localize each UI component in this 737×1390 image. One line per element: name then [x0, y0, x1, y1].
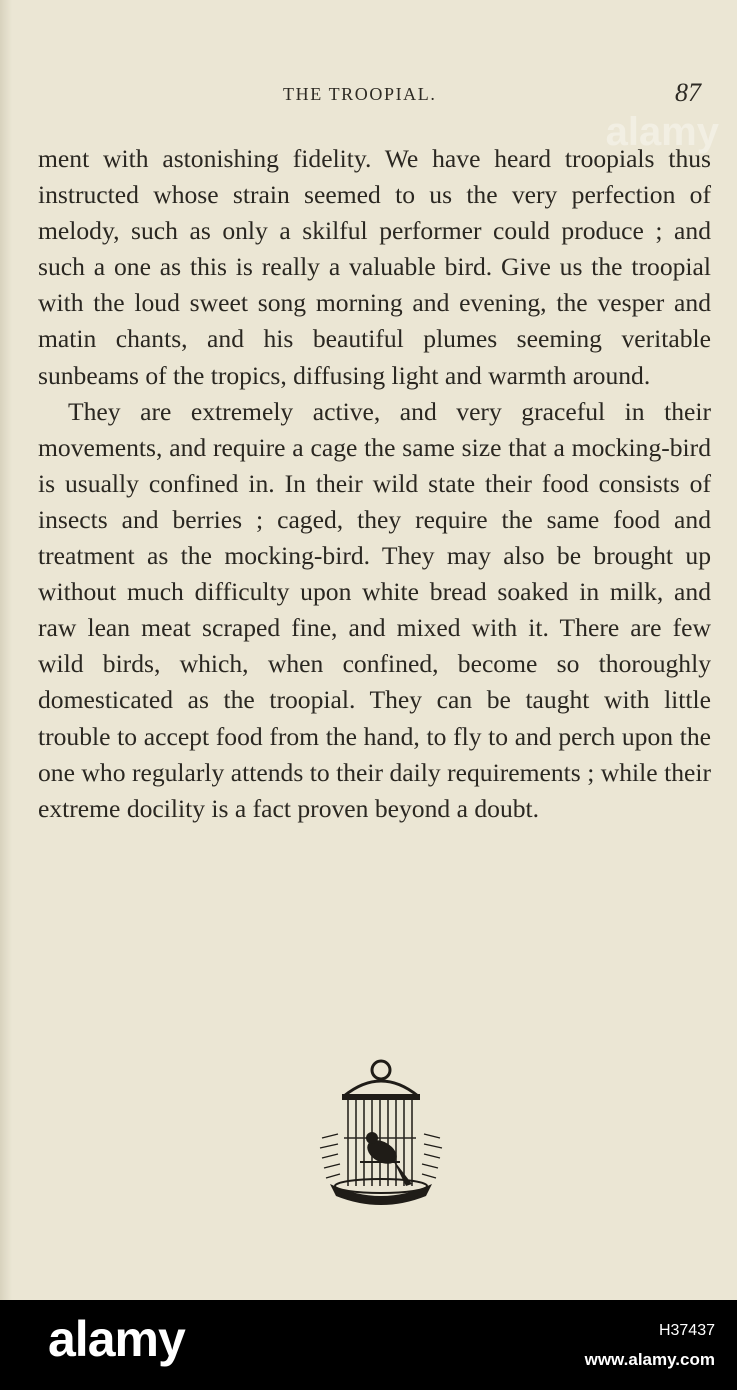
- running-title: THE TROOPIAL.: [283, 84, 437, 104]
- watermark-ghost-logo: alamy: [605, 110, 719, 154]
- paragraph: They are extremely active, and very graceful in their movements, and require a cage the same size that a mocking-bird is usually confined in. In their wild state their food consists of insects and berries ; caged, they require the same food and treatment as the mocking-bird. They may also be brought up without much difficulty upon white bread soaked in milk, and raw lean meat scraped fine, and mixed with it. There are few wild birds, which, when confined, become so thoroughly domesticated as the troopial. They can be taught with little trouble to accept food from the hand, to fly to and perch upon the one who regularly attends to their daily requirements ; while their extreme docility is a fact proven beyond a doubt.: [38, 396, 711, 823]
- body-text: [38, 141, 711, 827]
- watermark-bar: [0, 1300, 737, 1390]
- paragraph: ment with astonishing fidelity. We have heard troopials thus instructed whose strain seemed to us the very perfection of melody, such as only a skilful performer could produce ; and such a one as this is really a valuable bird. Give us the troopial with the loud sweet song morning and evening, the vesper and matin chants, and his beautiful plumes seeming veritable sunbeams of the tropics, diffusing light and warmth around.: [38, 144, 711, 390]
- watermark-url: www.alamy.com: [584, 1350, 715, 1369]
- watermark-image-id: H37437: [658, 1322, 715, 1339]
- page-spine-shadow: [0, 0, 12, 1300]
- page-number: 87: [675, 78, 701, 107]
- birdcage-icon: [316, 1058, 446, 1208]
- watermark-logo: alamy: [48, 1311, 185, 1367]
- running-head: [0, 76, 737, 112]
